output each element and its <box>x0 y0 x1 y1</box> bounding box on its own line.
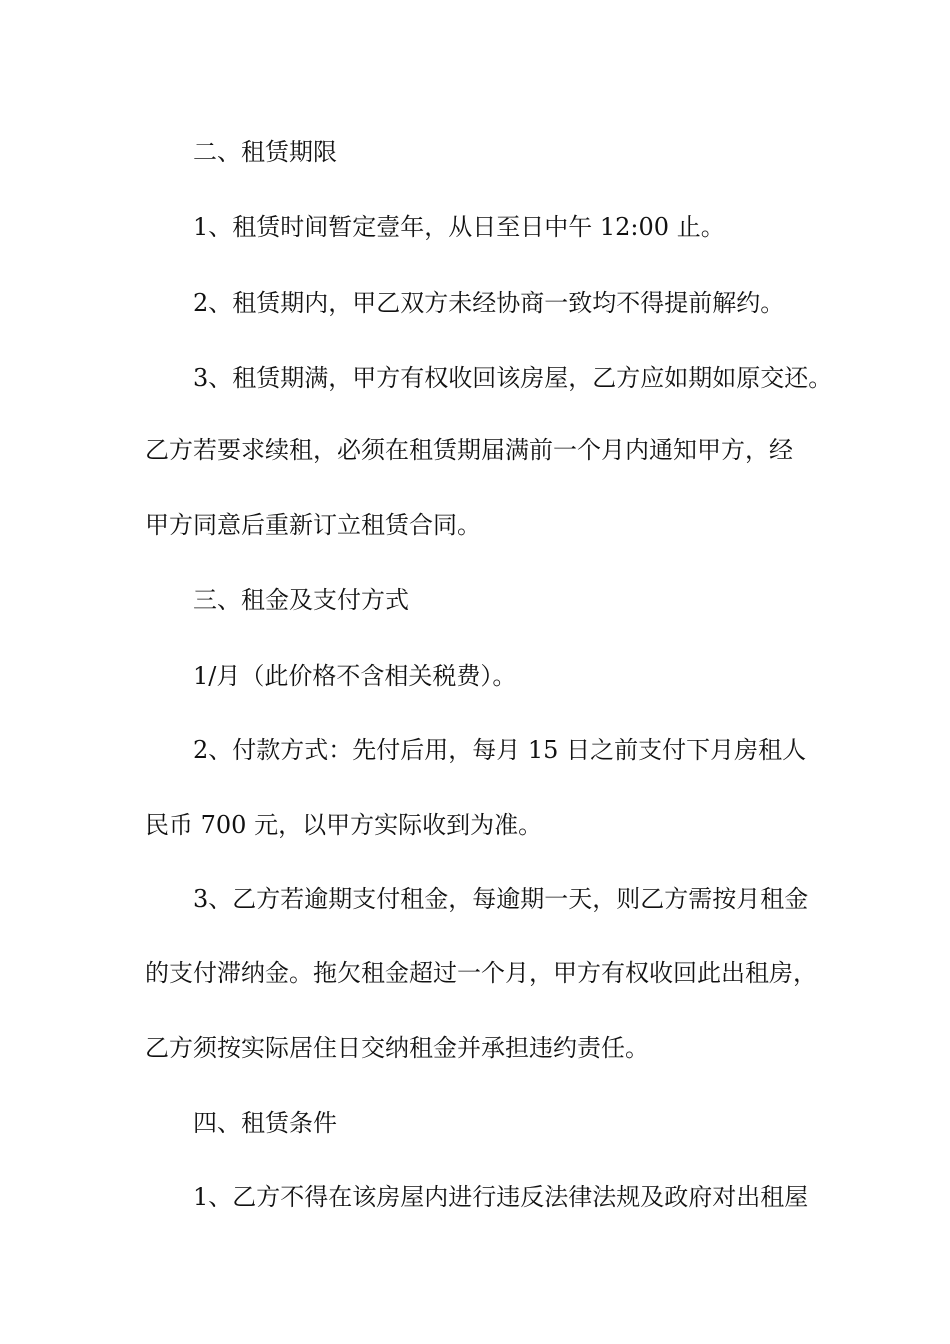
paragraph-line: 的支付滞纳金。拖欠租金超过一个月，甲方有权收回此出租房， <box>145 959 817 987</box>
paragraph-line: 1/月（此价格不含相关税费）。 <box>193 662 517 690</box>
paragraph-line: 1、租赁时间暂定壹年，从日至日中午 12:00 止。 <box>193 213 725 241</box>
paragraph-line: 2、付款方式：先付后用，每月 15 日之前支付下月房租人 <box>193 736 807 764</box>
section-heading-lease-conditions: 四、租赁条件 <box>193 1109 337 1137</box>
paragraph-line: 民币 700 元，以甲方实际收到为准。 <box>145 811 543 839</box>
section-heading-lease-term: 二、租赁期限 <box>193 138 337 166</box>
section-heading-rent-payment: 三、租金及支付方式 <box>193 586 409 614</box>
paragraph-line: 3、租赁期满，甲方有权收回该房屋，乙方应如期如原交还。 <box>193 364 833 392</box>
paragraph-line: 2、租赁期内，甲乙双方未经协商一致均不得提前解约。 <box>193 289 785 317</box>
paragraph-line: 甲方同意后重新订立租赁合同。 <box>145 511 481 539</box>
paragraph-line: 乙方若要求续租，必须在租赁期届满前一个月内通知甲方，经 <box>145 436 793 464</box>
paragraph-line: 乙方须按实际居住日交纳租金并承担违约责任。 <box>145 1034 649 1062</box>
paragraph-line: 1、乙方不得在该房屋内进行违反法律法规及政府对出租屋 <box>193 1183 809 1211</box>
paragraph-line: 3、乙方若逾期支付租金，每逾期一天，则乙方需按月租金 <box>193 885 809 913</box>
